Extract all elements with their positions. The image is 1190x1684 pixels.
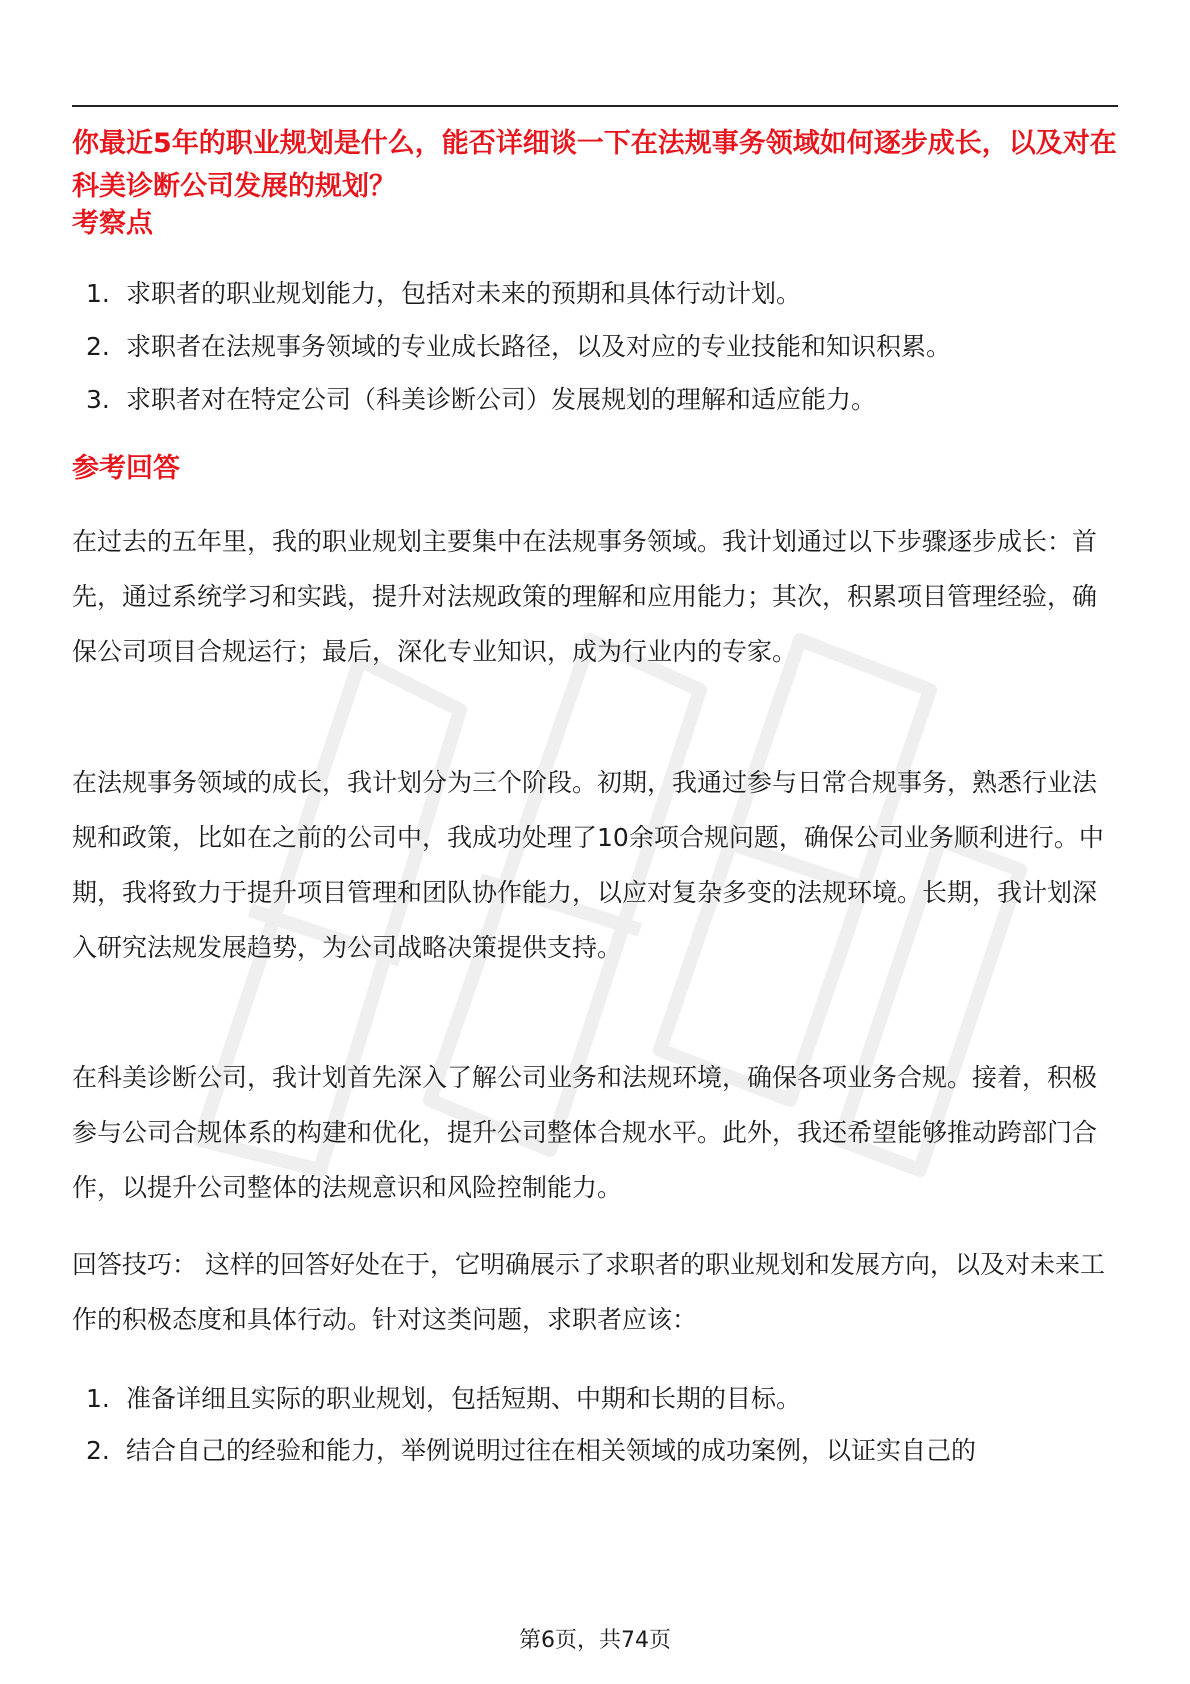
list-item-text: 求职者的职业规划能力，包括对未来的预期和具体行动计划。 (126, 279, 802, 308)
list-item-text: 准备详细且实际的职业规划，包括短期、中期和长期的目标。 (126, 1384, 802, 1413)
list-item-number: 2. (86, 1436, 110, 1465)
list-item-text: 求职者对在特定公司（科美诊断公司）发展规划的理解和适应能力。 (126, 385, 877, 414)
document-page (72, 0, 1118, 1684)
list-item (72, 1375, 1118, 1423)
page-number: 第6页，共74页 (519, 1628, 671, 1653)
list-item-number: 2. (86, 332, 110, 361)
list-item-text: 求职者在法规事务领域的专业成长路径，以及对应的专业技能和知识积累。 (126, 332, 952, 361)
list-item (72, 272, 1118, 315)
focus-list (72, 272, 1118, 421)
answer-paragraph-1: 在过去的五年里，我的职业规划主要集中在法规事务领域。我计划通过以下步骤逐步成长：首先，通过系统学习和实践，提升对法规政策的理解和应用能力；其次，积累项目管理经验，确保公司项目合规运行；最后，深化专业知识，成为行业内的专家。 (72, 527, 1098, 666)
question-title: 你最近5年的职业规划是什么，能否详细谈一下在法规事务领域如何逐步成长，以及对在科美诊断公司发展的规划？ (72, 128, 1117, 202)
answer-paragraph-2: 在法规事务领域的成长，我计划分为三个阶段。初期，我通过参与日常合规事务，熟悉行业法规和政策，比如在之前的公司中，我成功处理了10余项合规问题，确保公司业务顺利进行。中期，我将致力于提升项目管理和团队协作能力，以应对复杂多变的法规环境。长期，我计划深入研究法规发展趋势，为公司战略决策提供支持。 (72, 768, 1104, 962)
focus-heading: 考察点 (72, 208, 153, 239)
list-item-number: 1. (86, 1384, 110, 1413)
list-item (72, 1427, 1118, 1475)
answer-heading: 参考回答 (72, 453, 180, 484)
tips-list (72, 1375, 1118, 1475)
list-item (72, 378, 1118, 421)
list-item (72, 325, 1118, 368)
list-item-text: 结合自己的经验和能力，举例说明过往在相关领域的成功案例，以证实自己的 (126, 1436, 977, 1465)
tips-paragraph: 回答技巧： 这样的回答好处在于，它明确展示了求职者的职业规划和发展方向，以及对未来工作的积极态度和具体行动。针对这类问题，求职者应该： (72, 1250, 1105, 1334)
list-item-number: 3. (86, 385, 110, 414)
list-item-number: 1. (86, 279, 110, 308)
top-divider (72, 105, 1118, 107)
answer-paragraph-3: 在科美诊断公司，我计划首先深入了解公司业务和法规环境，确保各项业务合规。接着，积极参与公司合规体系的构建和优化，提升公司整体合规水平。此外，我还希望能够推动跨部门合作，以提升公司整体的法规意识和风险控制能力。 (72, 1063, 1098, 1202)
